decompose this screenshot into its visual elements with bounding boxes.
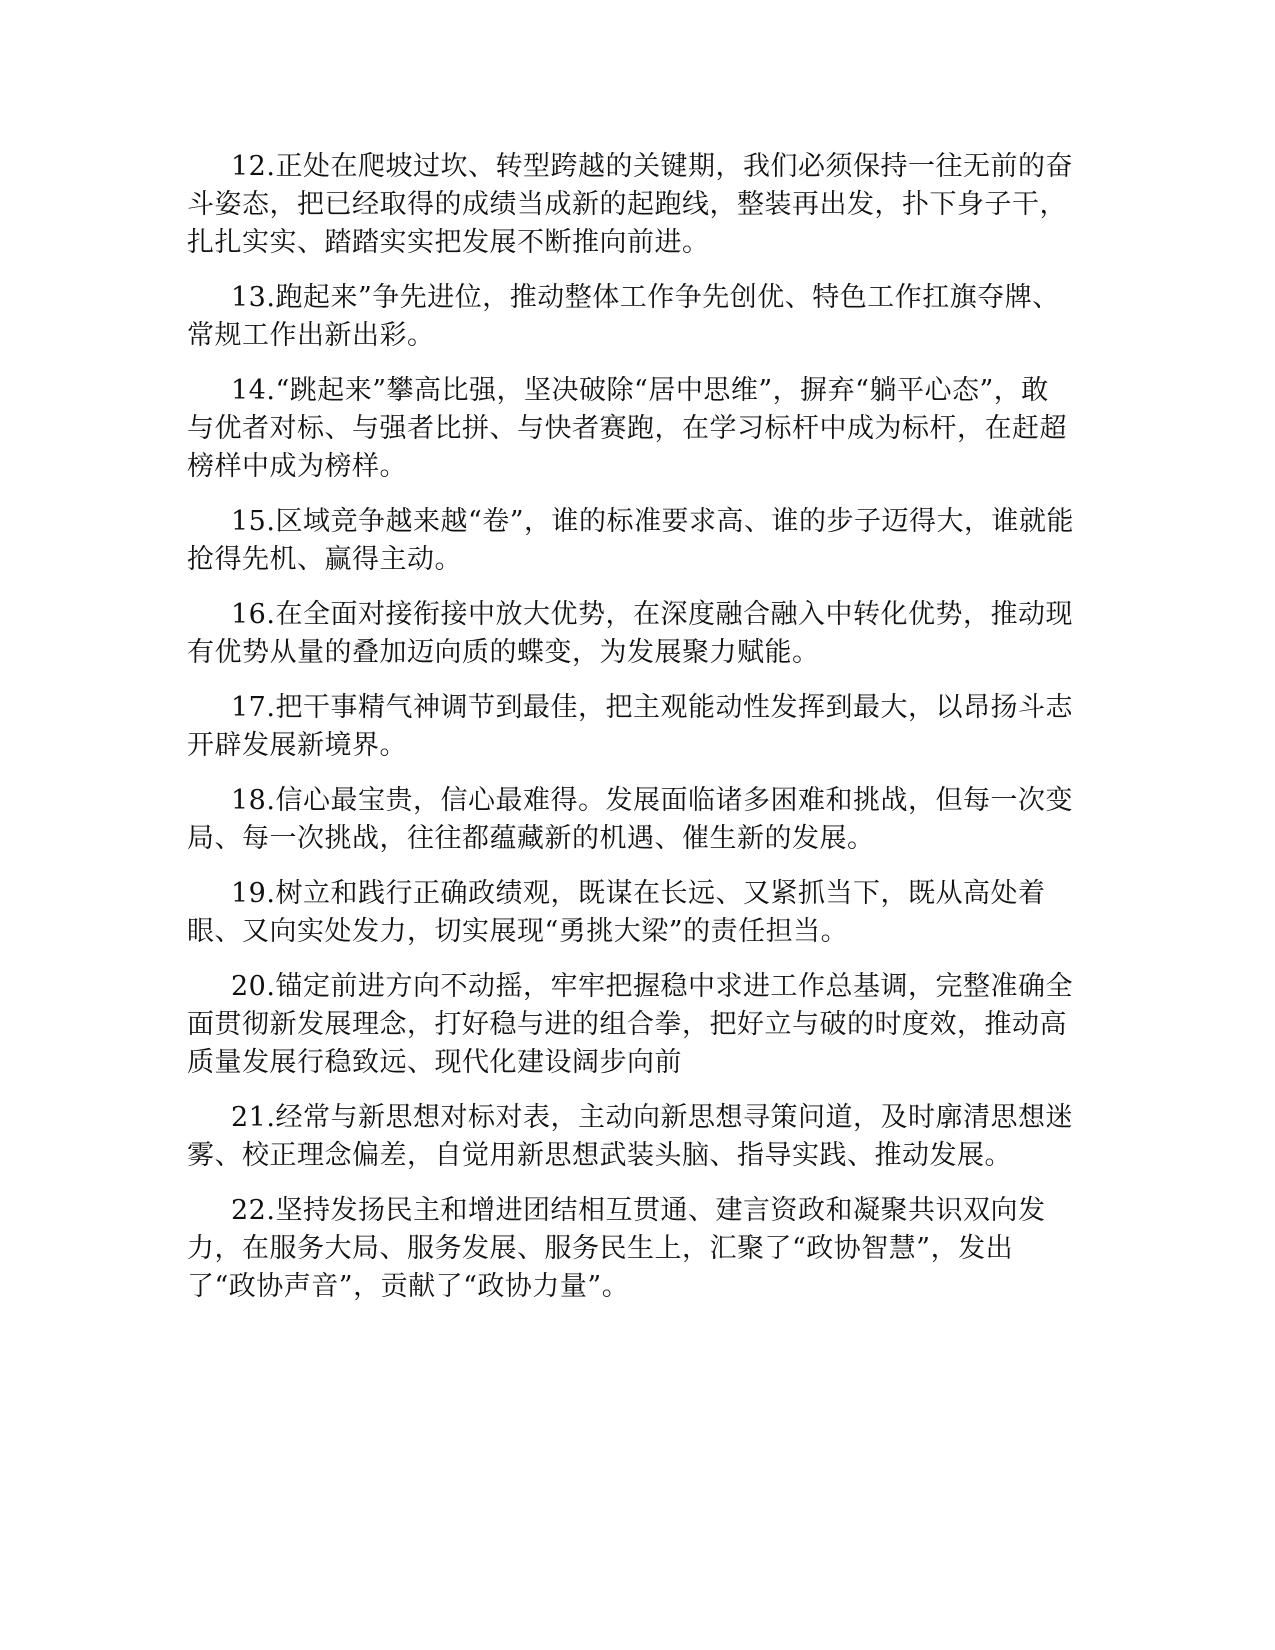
paragraph-16: 16.在全面对接衔接中放大优势，在深度融合融入中转化优势，推动现有优势从量的叠加迈向质的蝶变，为发展聚力赋能。 (187, 599, 1073, 668)
paragraph-19: 19.树立和践行正确政绩观，既谋在长远、又紧抓当下，既从高处着眼、又向实处发力，切实展现“勇挑大梁”的责任担当。 (187, 878, 1046, 947)
paragraph-18: 18.信心最宝贵，信心最难得。发展面临诸多困难和挑战，但每一次变局、每一次挑战，往往都蕴藏新的机遇、催生新的发展。 (187, 785, 1073, 854)
paragraph-13: 13.跑起来”争先进位，推动整体工作争先创优、特色工作扛旗夺牌、常规工作出新出彩。 (187, 282, 1060, 351)
paragraph-17: 17.把干事精气神调节到最佳，把主观能动性发挥到最大，以昂扬斗志开辟发展新境界。 (187, 692, 1073, 761)
paragraph-21: 21.经常与新思想对标对表，主动向新思想寻策问道，及时廓清思想迷雾、校正理念偏差，自觉用新思想武装头脑、指导实践、推动发展。 (187, 1102, 1073, 1171)
paragraph-22: 22.坚持发扬民主和增进团结相互贯通、建言资政和凝聚共识双向发力，在服务大局、服务发展、服务民生上，汇聚了“政协智慧”，发出了“政协声音”，贡献了“政协力量”。 (187, 1195, 1046, 1302)
paragraph-12: 12.正处在爬坡过坎、转型跨越的关键期，我们必须保持一往无前的奋斗姿态，把已经取得的成绩当成新的起跑线，整装再出发，扑下身子干，扎扎实实、踏踏实实把发展不断推向前进。 (187, 151, 1073, 258)
paragraph-20: 20.锚定前进方向不动摇，牢牢把握稳中求进工作总基调，完整准确全面贯彻新发展理念，打好稳与进的组合拳，把好立与破的时度效，推动高质量发展行稳致远、现代化建设阔步向前 (187, 971, 1073, 1078)
paragraph-15: 15.区域竞争越来越“卷”，谁的标准要求高、谁的步子迈得大，谁就能抢得先机、赢得主动。 (187, 506, 1075, 575)
paragraph-14: 14.“跳起来”攀高比强，坚决破除“居中思维”，摒弃“躺平心态”，敢与优者对标、与强者比拼、与快者赛跑，在学习标杆中成为标杆，在赶超榜样中成为榜样。 (187, 375, 1067, 482)
